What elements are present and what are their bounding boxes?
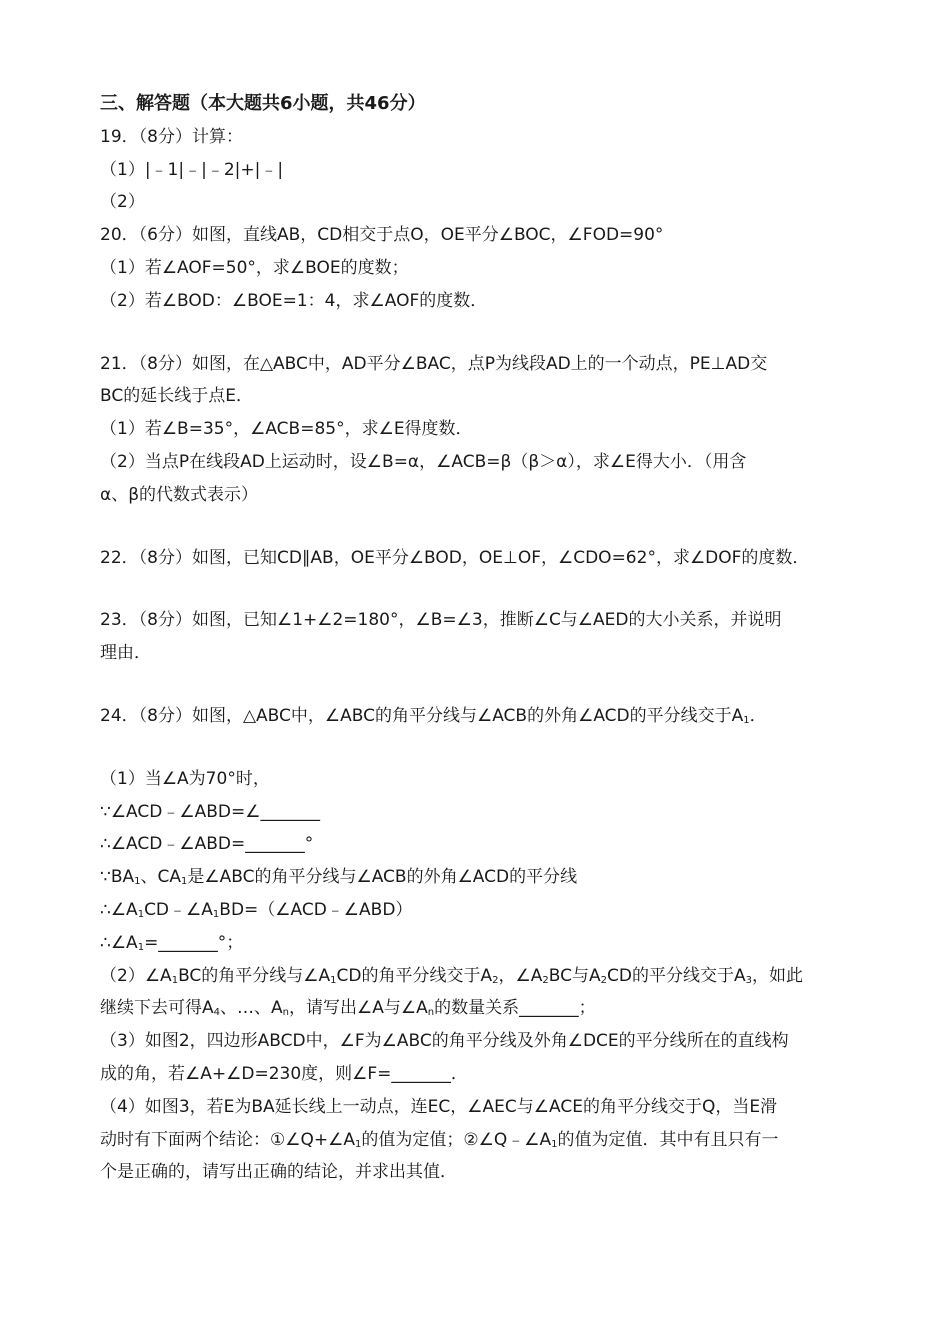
spacer bbox=[100, 670, 870, 700]
subscript: n bbox=[282, 1007, 289, 1019]
q21-part2-line2: α、β的代数式表示） bbox=[100, 484, 259, 505]
subscript: 1 bbox=[354, 1138, 362, 1150]
subscript: 2 bbox=[542, 974, 549, 986]
text-segment: （2）∠A bbox=[100, 965, 172, 986]
text-segment: 继续下去可得A bbox=[100, 998, 214, 1019]
text-segment: 动时有下面两个结论：①∠Q+∠A bbox=[100, 1129, 355, 1150]
q20-part1: （1）若∠AOF=50°，求∠BOE的度数； bbox=[100, 257, 409, 278]
subscript: 1 bbox=[551, 1138, 558, 1150]
spacer bbox=[100, 318, 870, 348]
q24-part1-intro: （1）当∠A为70°时， bbox=[100, 768, 270, 789]
text-segment: 的值为定值．其中有且只有一 bbox=[557, 1129, 779, 1150]
text-segment: ，∠A bbox=[498, 965, 543, 986]
q24-stem-end: ． bbox=[749, 705, 767, 726]
text-segment: CD的角平分线交于A bbox=[336, 965, 493, 986]
q23-stem-line1: 23．（8分）如图，已知∠1+∠2=180°，∠B=∠3，推断∠C与∠AED的大小关系，并说明 bbox=[100, 610, 782, 631]
subscript: 1 bbox=[212, 908, 220, 920]
text-segment: 、…、A bbox=[220, 998, 283, 1019]
text-segment: =_______°； bbox=[144, 932, 244, 953]
q21-stem-line2: BC的延长线于点E． bbox=[100, 386, 253, 407]
q24-part1-line1: ∵∠ACD﹣∠ABD=∠_______ bbox=[100, 801, 320, 822]
text-segment: ，如此 bbox=[751, 965, 803, 986]
q24-part1-line4 bbox=[100, 894, 870, 927]
q24-part4-line3: 个是正确的，请写出正确的结论，并求出其值． bbox=[100, 1162, 457, 1183]
text-segment: BC的角平分线与∠A bbox=[178, 965, 331, 986]
q20-part2: （2）若∠BOD：∠BOE=1：4，求∠AOF的度数． bbox=[100, 290, 488, 311]
q21-part2-line1: （2）当点P在线段AD上运动时，设∠B=α，∠ACB=β（β＞α），求∠E得大小．（用含 bbox=[100, 451, 747, 472]
subscript: 1 bbox=[330, 974, 337, 986]
text-segment: 是∠ABC的角平分线与∠ACB的外角∠ACD的平分线 bbox=[187, 867, 578, 888]
subscript: 1 bbox=[137, 941, 145, 953]
section-heading: 三、解答题（本大题共6小题，共46分） bbox=[100, 93, 426, 114]
q20-stem: 20．（6分）如图，直线AB，CD相交于点O，OE平分∠BOC，∠FOD=90° bbox=[100, 225, 664, 246]
text-segment: ∴∠A bbox=[100, 899, 138, 920]
subscript: 1 bbox=[134, 876, 141, 888]
q24-part3-line1: （3）如图2，四边形ABCD中，∠F为∠ABC的角平分线及外角∠DCE的平分线所在的直线构 bbox=[100, 1031, 789, 1052]
text-segment: BC与A bbox=[548, 965, 601, 986]
subscript: 1 bbox=[137, 908, 145, 920]
q19-stem: 19．（8分）计算： bbox=[100, 126, 243, 147]
subscript: 1 bbox=[180, 876, 188, 888]
subscript: 3 bbox=[745, 974, 752, 986]
spacer bbox=[100, 733, 870, 763]
q22-stem: 22．（8分）如图，已知CD∥AB，OE平分∠BOD，OE⊥OF，∠CDO=62°，求∠DOF的度数． bbox=[100, 547, 810, 568]
q24-part4-line1: （4）如图3，若E为BA延长线上一动点，连EC，∠AEC与∠ACE的角平分线交于Q，当E滑 bbox=[100, 1096, 778, 1117]
text-segment: BD=（∠ACD﹣∠ABD） bbox=[219, 899, 413, 920]
q24-stem bbox=[100, 700, 870, 733]
text-segment: CD的平分线交于A bbox=[607, 965, 746, 986]
text-segment: CD﹣∠A bbox=[144, 899, 213, 920]
q21-part1: （1）若∠B=35°，∠ACB=85°，求∠E得度数． bbox=[100, 419, 473, 440]
subscript: 2 bbox=[600, 974, 608, 986]
subscript: n bbox=[427, 1007, 435, 1019]
q19-part2: （2） bbox=[100, 192, 145, 213]
q21-stem-line1: 21．（8分）如图，在△ABC中，AD平分∠BAC，点P为线段AD上的一个动点，PE⊥AD交 bbox=[100, 353, 768, 374]
q24-part2-line1 bbox=[100, 960, 870, 993]
q24-part1-line5 bbox=[100, 927, 870, 960]
spacer bbox=[100, 574, 870, 604]
subscript: 1 bbox=[743, 714, 750, 726]
subscript: 4 bbox=[213, 1007, 221, 1019]
q24-part2-line2 bbox=[100, 992, 870, 1025]
text-segment: 、CA bbox=[140, 867, 181, 888]
q24-part1-line2: ∴∠ACD﹣∠ABD=_______° bbox=[100, 834, 314, 855]
subscript: 1 bbox=[171, 974, 179, 986]
subscript: 2 bbox=[492, 974, 499, 986]
text-segment: ∴∠A bbox=[100, 932, 138, 953]
text-segment: 的值为定值；②∠Q﹣∠A bbox=[361, 1129, 552, 1150]
q23-stem-line2: 理由． bbox=[100, 643, 151, 664]
text-segment: ∵BA bbox=[100, 867, 135, 888]
q19-part1: （1）|﹣1|﹣|﹣2|+|﹣| bbox=[100, 159, 284, 180]
q24-stem-text: 24．（8分）如图，△ABC中，∠ABC的角平分线与∠ACB的外角∠ACD的平分线交于A bbox=[100, 705, 744, 726]
q24-part4-line2 bbox=[100, 1124, 870, 1157]
text-segment: 的数量关系_______； bbox=[434, 998, 596, 1019]
q24-part3-line2: 成的角，若∠A+∠D=230度，则∠F=_______． bbox=[100, 1063, 468, 1084]
q24-part1-line3 bbox=[100, 861, 870, 894]
text-segment: ，请写出∠A与∠A bbox=[289, 998, 428, 1019]
spacer bbox=[100, 512, 870, 542]
document-page bbox=[100, 88, 870, 1189]
